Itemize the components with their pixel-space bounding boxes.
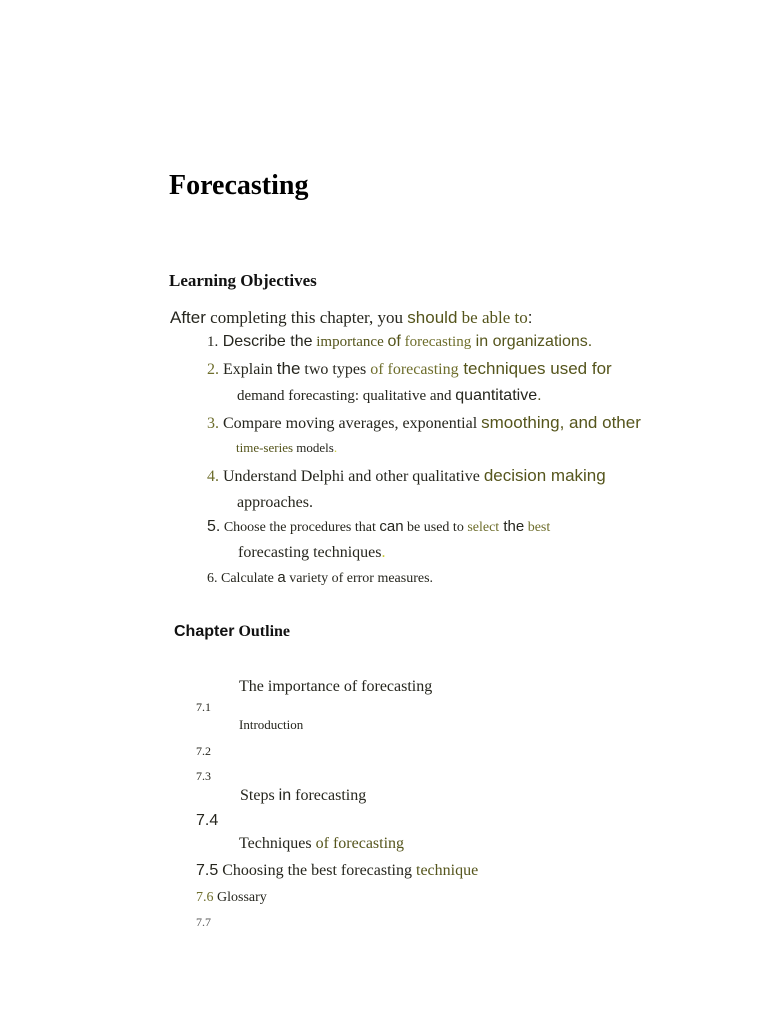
objective-item-2-cont bbox=[237, 385, 542, 407]
entry-part: in bbox=[278, 787, 292, 804]
item-text: Choose the procedures that bbox=[220, 520, 380, 535]
item-text: quantitative bbox=[455, 387, 538, 404]
item-number: 3. bbox=[207, 415, 219, 432]
item-text: Describe the bbox=[218, 333, 313, 350]
item-text: techniques used for bbox=[458, 359, 612, 378]
outline-entry-title bbox=[239, 833, 404, 855]
outline-number: 7.3 bbox=[196, 769, 211, 783]
objective-item-5 bbox=[207, 516, 550, 539]
item-text: decision making bbox=[483, 466, 606, 485]
item-text: Understand Delphi and other qualitative bbox=[219, 468, 484, 485]
outline-number: 7.2 bbox=[196, 744, 211, 758]
item-text: . bbox=[537, 387, 542, 404]
item-text: models bbox=[293, 440, 334, 455]
intro-part: be able to bbox=[457, 308, 528, 327]
item-text: time-series bbox=[236, 440, 294, 455]
item-text: variety of error measures. bbox=[285, 571, 434, 586]
item-text: forecasting techniques bbox=[238, 544, 382, 561]
objectives-intro bbox=[170, 307, 532, 329]
entry-part: technique bbox=[416, 862, 479, 879]
objective-item-4 bbox=[207, 465, 606, 488]
item-text: of forecasting bbox=[370, 361, 459, 378]
page-title: Forecasting bbox=[169, 170, 309, 201]
item-text: the bbox=[276, 359, 301, 378]
outline-entry-title: Introduction bbox=[239, 717, 304, 732]
intro-part: After bbox=[170, 308, 206, 327]
item-number: 1. bbox=[207, 334, 219, 350]
outline-entry-title: The importance of forecasting bbox=[239, 678, 433, 695]
outline-number: 7.1 bbox=[196, 700, 211, 714]
learning-objectives-heading: Learning Objectives bbox=[169, 271, 317, 290]
item-text: forecasting bbox=[400, 334, 472, 350]
item-text: a bbox=[277, 569, 286, 586]
outline-number: 7.5 bbox=[196, 862, 219, 879]
item-text: be used to bbox=[403, 520, 468, 535]
item-text: approaches. bbox=[237, 494, 313, 511]
item-text: in organizations. bbox=[471, 333, 593, 350]
item-text: demand forecasting: qualitative and bbox=[237, 388, 456, 404]
entry-part: of forecasting bbox=[311, 835, 405, 852]
intro-part: should bbox=[407, 308, 458, 327]
outline-entry bbox=[196, 860, 478, 882]
objective-item-2 bbox=[207, 358, 612, 381]
item-number: 4. bbox=[207, 468, 219, 485]
item-text: Explain bbox=[219, 361, 277, 378]
objective-item-6 bbox=[207, 567, 433, 590]
entry-part: Glossary bbox=[213, 890, 267, 905]
item-text: Compare moving averages, exponential bbox=[219, 415, 482, 432]
item-text: . bbox=[381, 544, 386, 561]
item-text: the bbox=[499, 518, 525, 535]
objective-item-3-cont bbox=[236, 437, 337, 459]
item-number: 5. bbox=[207, 518, 221, 535]
item-text: two types bbox=[300, 361, 371, 378]
item-text: select bbox=[467, 520, 500, 535]
outline-entry bbox=[196, 886, 267, 909]
intro-part: : bbox=[527, 308, 533, 327]
entry-part: forecasting bbox=[291, 787, 367, 804]
entry-part: Techniques bbox=[239, 835, 312, 852]
item-text: 6. Calculate bbox=[207, 571, 278, 586]
outline-number: 7.6 bbox=[196, 890, 214, 905]
outline-entry-title bbox=[240, 785, 366, 807]
entry-part: Choosing the best forecasting bbox=[218, 862, 416, 879]
objective-item-3 bbox=[207, 412, 641, 435]
item-text: best bbox=[524, 520, 551, 535]
item-text: smoothing, and other bbox=[481, 413, 641, 432]
item-number: 2. bbox=[207, 361, 219, 378]
outline-number: 7.7 bbox=[196, 915, 211, 929]
heading-part: Outline bbox=[234, 623, 291, 640]
chapter-outline-heading bbox=[174, 621, 290, 643]
intro-part: completing this chapter, you bbox=[205, 308, 408, 327]
item-text: of bbox=[387, 333, 401, 350]
outline-number: 7.4 bbox=[196, 812, 219, 829]
objective-item-4-cont bbox=[237, 492, 313, 514]
objective-item-1 bbox=[207, 331, 592, 353]
entry-part: Steps bbox=[240, 787, 279, 804]
item-text: can bbox=[379, 518, 404, 535]
objective-item-5-cont bbox=[238, 542, 386, 564]
item-text: importance bbox=[312, 334, 388, 350]
item-text: . bbox=[333, 440, 338, 455]
heading-part: Chapter bbox=[174, 623, 235, 640]
